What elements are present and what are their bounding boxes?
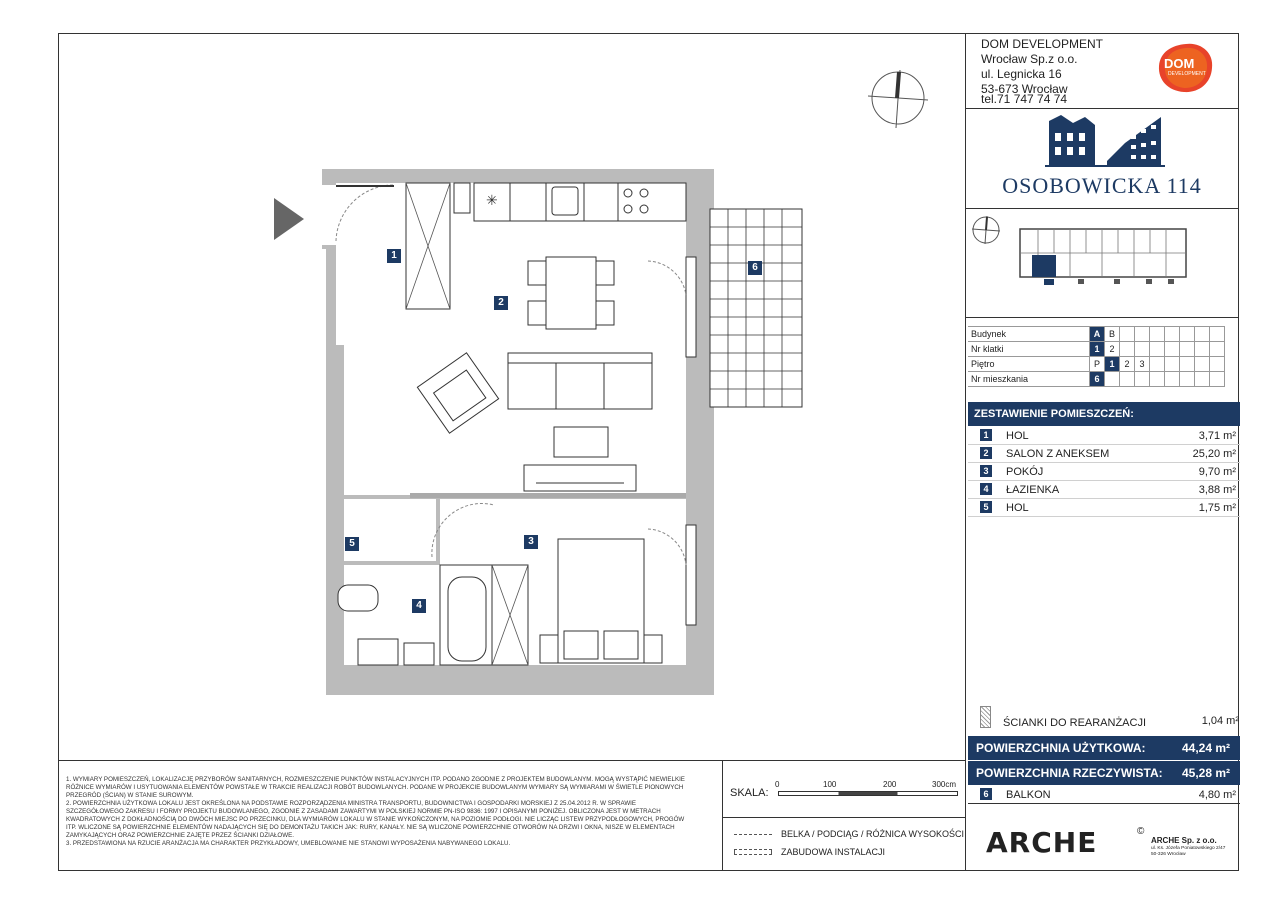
architect-name: ARCHE Sp. z o.o. <box>1151 836 1217 845</box>
room-row: 5 HOL 1,75 m² <box>968 499 1240 517</box>
usable-area-bar: POWIERZCHNIA UŻYTKOWA: 44,24 m² <box>968 736 1240 760</box>
north-arrow-icon <box>868 70 928 135</box>
scale-tick: 200 <box>883 780 897 789</box>
balcony-row: 6 BALKON 4,80 m² <box>968 786 1240 804</box>
buildings-illustration <box>1045 113 1165 169</box>
rooms-header: ZESTAWIENIE POMIESZCZEŃ: <box>968 402 1240 426</box>
scale-label: SKALA: <box>730 787 769 799</box>
floor-plan <box>318 165 818 705</box>
beam-symbol <box>734 834 772 835</box>
north-arrow-small-icon <box>970 214 1002 251</box>
plan-room-number: 2 <box>494 296 508 310</box>
param-row-building: Budynek A B <box>968 327 1225 342</box>
divider <box>965 208 1239 209</box>
install-symbol <box>734 849 772 855</box>
title-block-divider <box>965 33 966 871</box>
param-row-apartment: Nr mieszkania 6 <box>968 372 1225 387</box>
notes: 1. WYMIARY POMIESZCZEŃ, LOKALIZACJĘ PRZYBORÓW SANITARNYCH, ROZMIESZCZENIE PUNKTÓW INSTALACYJNYCH ITP. PODANO ZGODNIE Z PROJEKTEM BUDOWLANYM. MOGĄ WYSTĄPIĆ NIEWIELKIE RÓŻNICE WYMIARÓW I USYTUOWANIA ELEMENTÓW POWSTAŁE W TRAKCIE REALIZACJI ROBÓT BUDOWLANYCH. PODANE W PROJEKCIE BUDOWLANYM WYMIARY SĄ WYMIARAMI W ŚWIETLE PIONOWYCH PRZEGRÓD (ŚCIAN) W STANIE SUROWYM. 2. POWIERZCHNIA UŻYTKOWA LOKALU JEST OKREŚLONA NA PODSTAWIE ROZPORZĄDZENIA MINISTRA TRANSPORTU, BUDOWNICTWA I GOSPODARKI MORSKIEJ Z 25.04.2012 R. W SPRAWIE SZCZEGÓŁOWEGO ZAKRESU I FORMY PROJEKTU BUDOWLANEGO, ZGODNIE Z ZASADAMI ZAWARTYMI W POLSKIEJ NORMIE PN-ISO 9836: 1997 I OPISANYMI PONIŻEJ. OBLICZONA JEST W METRACH KWADRATOWYCH Z DOKŁADNOŚCIĄ DO DWÓCH MIEJSC PO PRZECINKU, DLA WYMIARÓW LOKALU W STANIE WYKOŃCZONYM, NA POZIOMIE PODŁOGI. NIE LICZĄC LISTEW PRZYPODŁOGOWYCH, PROGÓW ITP. WLICZONE SĄ POWIERZCHNIE ELEMENTÓW NADAJĄCYCH SIĘ DO DEMONTAŻU TAKICH JAK: RURY, KANAŁY. NIE SĄ WLICZONE POWIERZCHNIE OTWORÓW NA DRZWI I OKNA, NISZE W ELEMENTACH ZAMYKAJĄCYCH ORAZ POWIERZCHNIE ZAJĘTE PRZEZ ŚCIANKI DZIAŁOWE. 3. PRZEDSTAWIONA NA RZUCIE ARANŻACJA MA CHARAKTER PRZYKŁADOWY, UMEBLOWANIE NIE STANOWI WYPOSAŻENIA NABYWANEGO LOKALU. <box>66 776 685 847</box>
room-row: 1 HOL 3,71 m² <box>968 427 1240 445</box>
room-row: 2 SALON Z ANEKSEM 25,20 m² <box>968 445 1240 463</box>
real-area-bar: POWIERZCHNIA RZECZYWISTA: 45,28 m² <box>968 761 1240 785</box>
scale-tick: 300cm <box>932 780 957 789</box>
param-row-floor: Piętro P 1 2 3 <box>968 357 1225 372</box>
divider <box>722 817 965 818</box>
architect-city: 50-326 Wrocław <box>1151 852 1186 857</box>
plan-room-number: 5 <box>345 537 359 551</box>
arche-logo: ARCHE <box>986 826 1098 859</box>
architect-address: ul. Ks. Józefa Poniatowskiego 2/47 <box>1151 846 1226 851</box>
svg-text:✳: ✳ <box>486 192 498 208</box>
divider <box>722 760 723 871</box>
company-city: 53-673 Wrocław <box>981 82 1068 96</box>
rearrangement-wall-icon <box>980 706 991 728</box>
room-row: 4 ŁAZIENKA 3,88 m² <box>968 481 1240 499</box>
company-sub: Wrocław Sp.z o.o. <box>981 52 1078 66</box>
plan-room-number: 1 <box>387 249 401 263</box>
plan-room-number: 6 <box>748 261 762 275</box>
divider <box>58 760 965 761</box>
scale-bar <box>778 791 958 796</box>
logo-text: DOM <box>1164 56 1195 71</box>
divider <box>965 317 1239 318</box>
copyright: © <box>1137 826 1145 837</box>
beam-legend: BELKA / PODCIĄG / RÓŻNICA WYSOKOŚCI <box>781 829 965 839</box>
param-row-staircase: Nr klatki 1 2 <box>968 342 1225 357</box>
parameter-table <box>968 326 1225 387</box>
divider <box>965 108 1239 109</box>
walls-label: ŚCIANKI DO REARANŻACJI <box>1003 717 1147 729</box>
company-street: ul. Legnicka 16 <box>981 67 1062 81</box>
project-title: OSOBOWICKA 114 <box>1002 173 1202 198</box>
plan-room-number: 4 <box>412 599 426 613</box>
scale-tick: 100 <box>823 780 837 789</box>
install-legend: ZABUDOWA INSTALACJI <box>781 847 886 857</box>
company-name: DOM DEVELOPMENT <box>981 37 1104 51</box>
scale-tick: 0 <box>775 780 780 789</box>
walls-area: 1,04 m² <box>1201 715 1239 727</box>
dom-development-logo <box>1156 42 1216 94</box>
logo-sub: DEVELOPMENT <box>1168 71 1206 77</box>
entrance-arrow-icon <box>272 196 306 247</box>
plan-room-number: 3 <box>524 535 538 549</box>
room-row: 3 POKÓJ 9,70 m² <box>968 463 1240 481</box>
company-phone: tel.71 747 74 74 <box>981 92 1068 106</box>
key-plan <box>1018 227 1188 294</box>
